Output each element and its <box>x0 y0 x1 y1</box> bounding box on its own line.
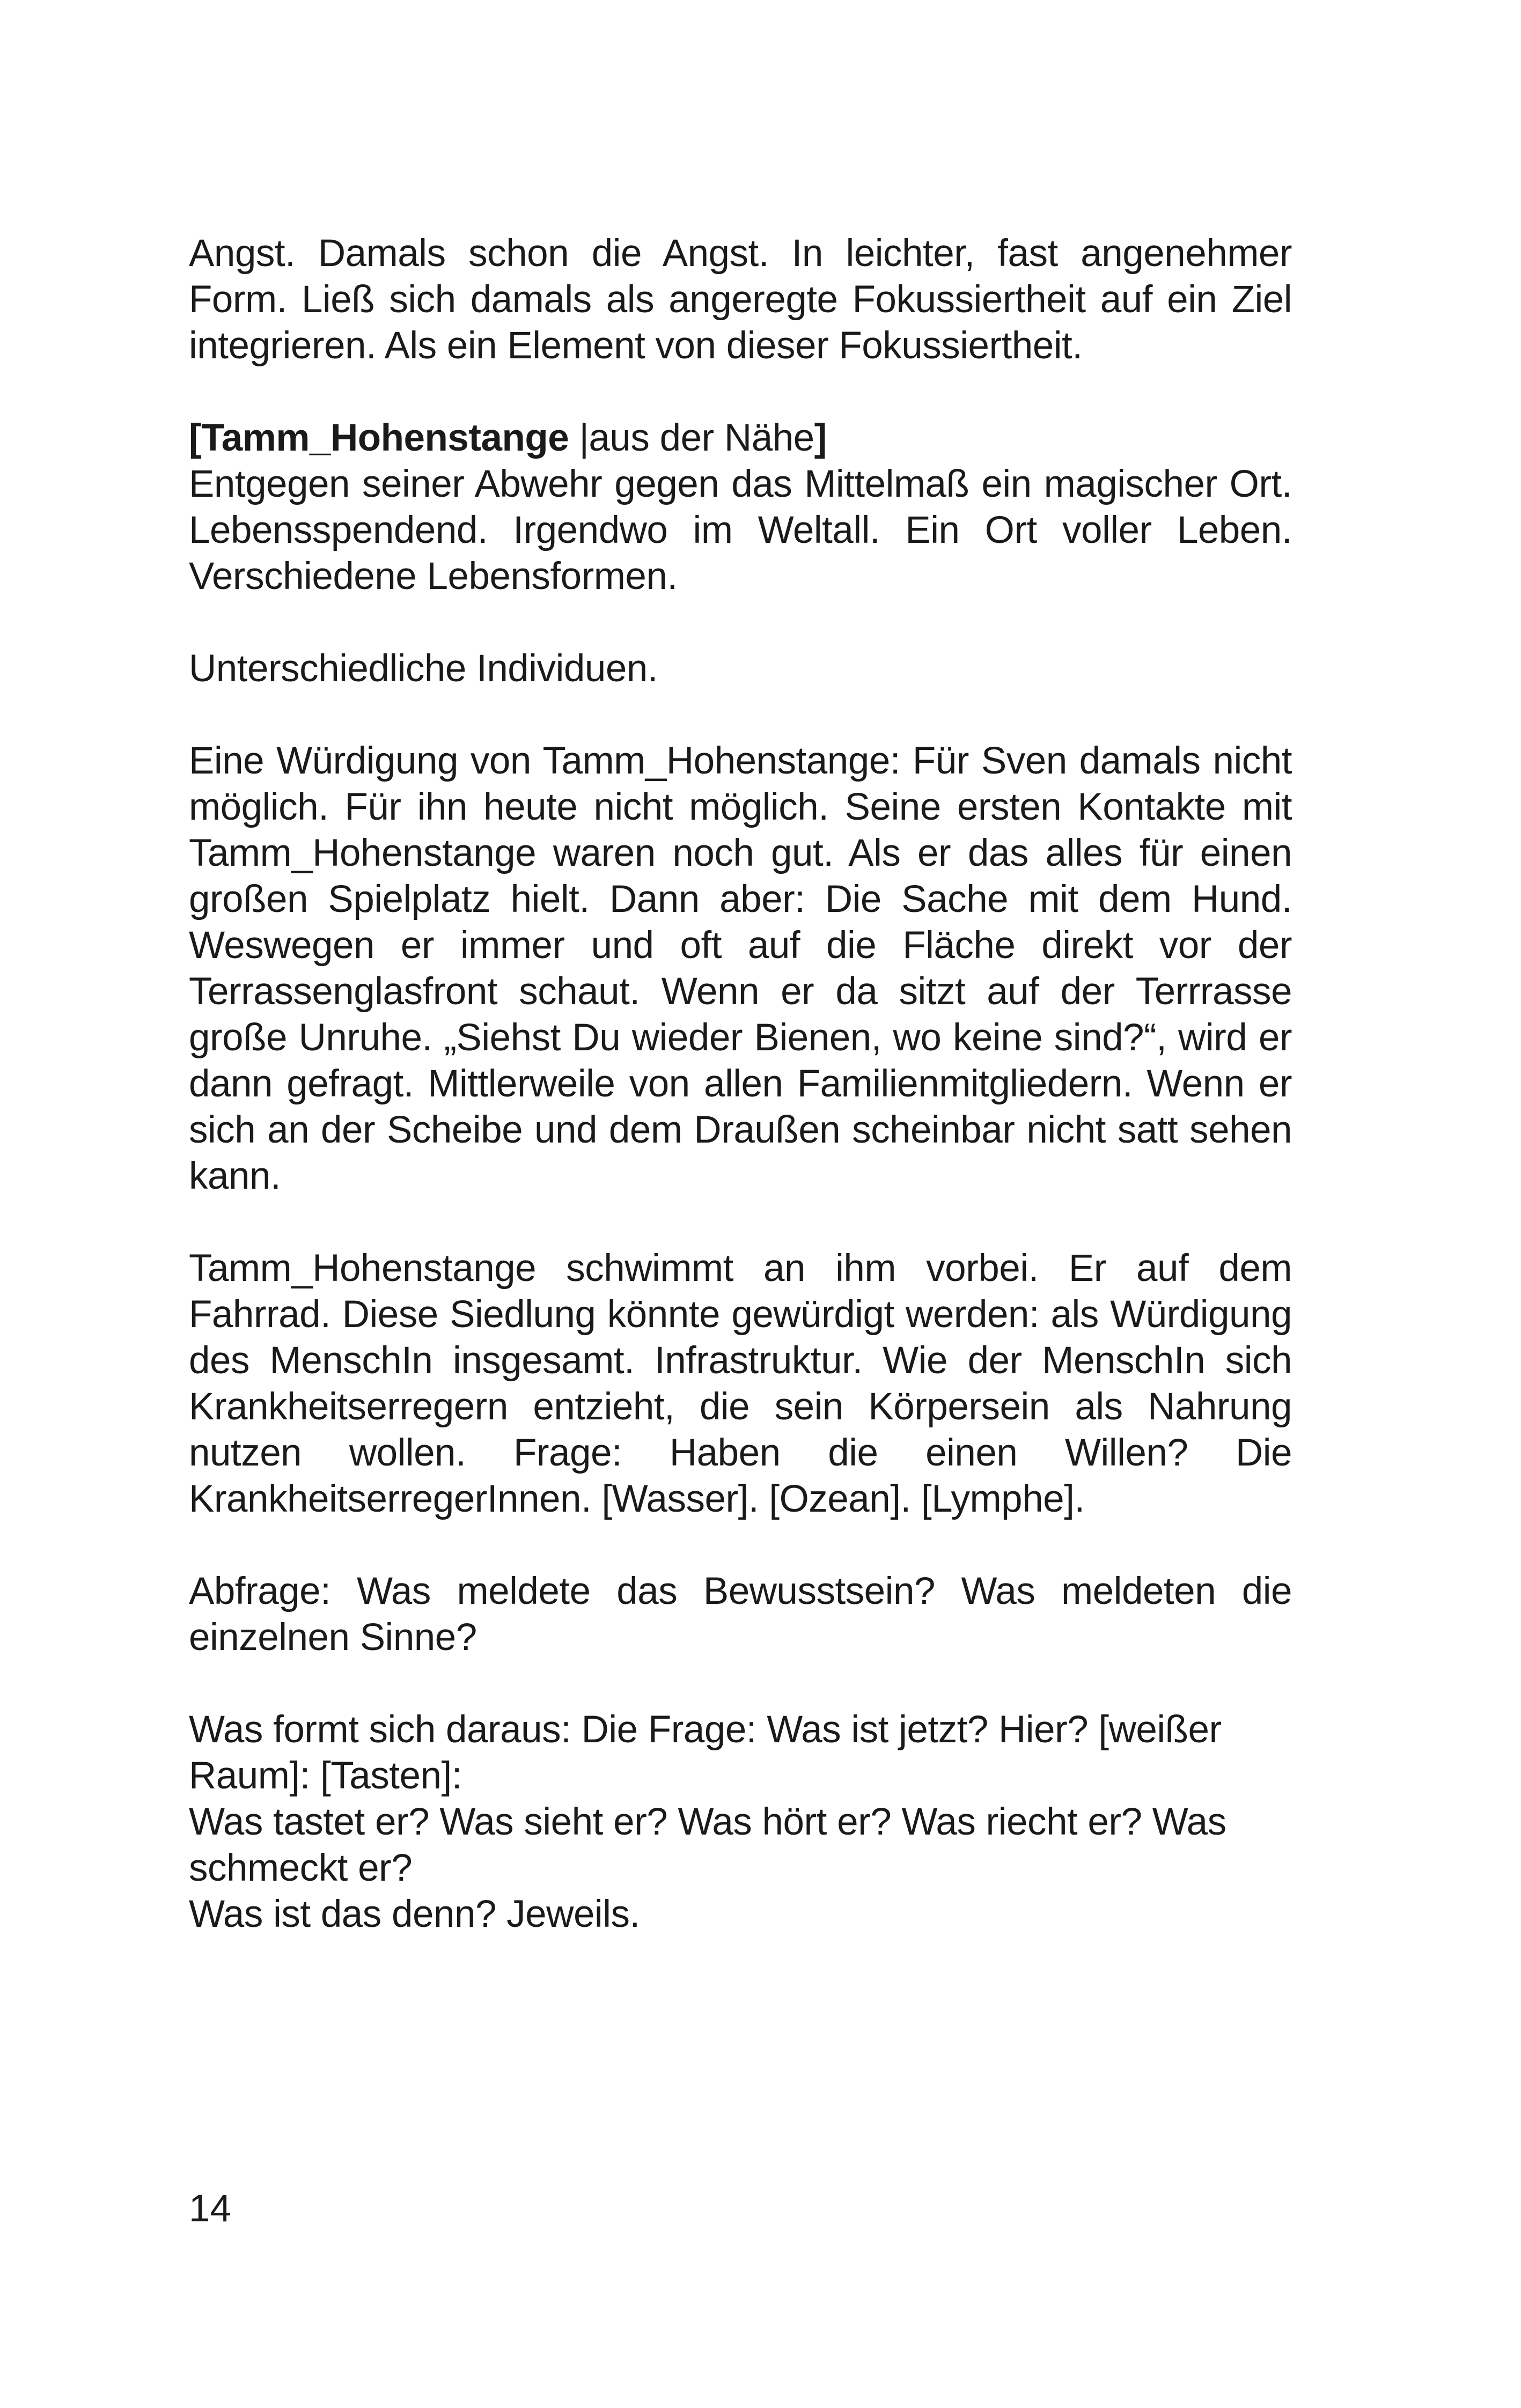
paragraph-angst <box>189 231 1292 369</box>
paragraph-was-formt <box>189 1707 1292 1938</box>
paragraph-text: Entgegen seiner Abwehr gegen das Mittelmaß ein magischer Ort. Lebensspendend. Irgendwo im Weltall. Ein Ort voller Leben. Verschiedene Lebensformen. <box>189 463 1292 598</box>
body-text <box>189 231 1292 1938</box>
page-number: 14 <box>189 2188 231 2230</box>
paragraph-text: Tamm_Hohenstange schwimmt an ihm vorbei. Er auf dem Fahrrad. Diese Siedlung könnte gewürdigt werden: als Würdigung des MenschIn insgesamt. Infrastruktur. Wie der MenschIn sich Krankheitserregern entzieht, die sein Körpersein als Nahrung nutzen wollen. Frage: Haben die einen Willen? Die KrankheitserregerInnen. [Wasser]. [Ozean]. [Lymphe]. <box>189 1247 1292 1520</box>
paragraph-schwimmt <box>189 1246 1292 1522</box>
paragraph-individuen <box>189 646 1292 692</box>
heading-bracket-close: ] <box>814 417 827 459</box>
paragraph-wuerdigung <box>189 738 1292 1199</box>
paragraph-tamm-hohenstange <box>189 415 1292 600</box>
heading-subtitle: |aus der Nähe <box>569 417 814 459</box>
paragraph-text: Unterschiedliche Individuen. <box>189 647 658 690</box>
paragraph-line: Was formt sich daraus: Die Frage: Was ist jetzt? Hier? [weißer Raum]: [Tasten]: <box>189 1709 1222 1797</box>
section-heading <box>189 415 1292 461</box>
paragraph-line: Was ist das denn? Jeweils. <box>189 1893 640 1935</box>
paragraph-line: Was tastet er? Was sieht er? Was hört er? Was riecht er? Was schmeckt er? <box>189 1801 1226 1889</box>
heading-name: Tamm_Hohenstange <box>201 417 569 459</box>
paragraph-text: Eine Würdigung von Tamm_Hohenstange: Für Sven damals nicht möglich. Für ihn heute nicht möglich. Seine ersten Kontakte mit Tamm_Hohenstange waren noch gut. Als er das alles für einen großen Spielplatz hielt. Dann aber: Die Sache mit dem Hund. Weswegen er immer und oft auf die Fläche direkt vor der Terrassenglasfront schaut. Wenn er da sitzt auf der Terrrasse große Unruhe. „Siehst Du wieder Bienen, wo keine sind?“, wird er dann gefragt. Mittlerweile von allen Familienmitgliedern. Wenn er sich an der Scheibe und dem Draußen scheinbar nicht satt sehen kann. <box>189 740 1292 1197</box>
paragraph-text: Angst. Damals schon die Angst. In leichter, fast angenehmer Form. Ließ sich damals als angeregte Fokussiertheit auf ein Ziel integrieren. Als ein Element von dieser Fokussiertheit. <box>189 232 1292 367</box>
paragraph-abfrage <box>189 1568 1292 1661</box>
heading-bracket-open: [ <box>189 417 202 459</box>
paragraph-text: Abfrage: Was meldete das Bewusstsein? Was meldeten die einzelnen Sinne? <box>189 1570 1292 1659</box>
